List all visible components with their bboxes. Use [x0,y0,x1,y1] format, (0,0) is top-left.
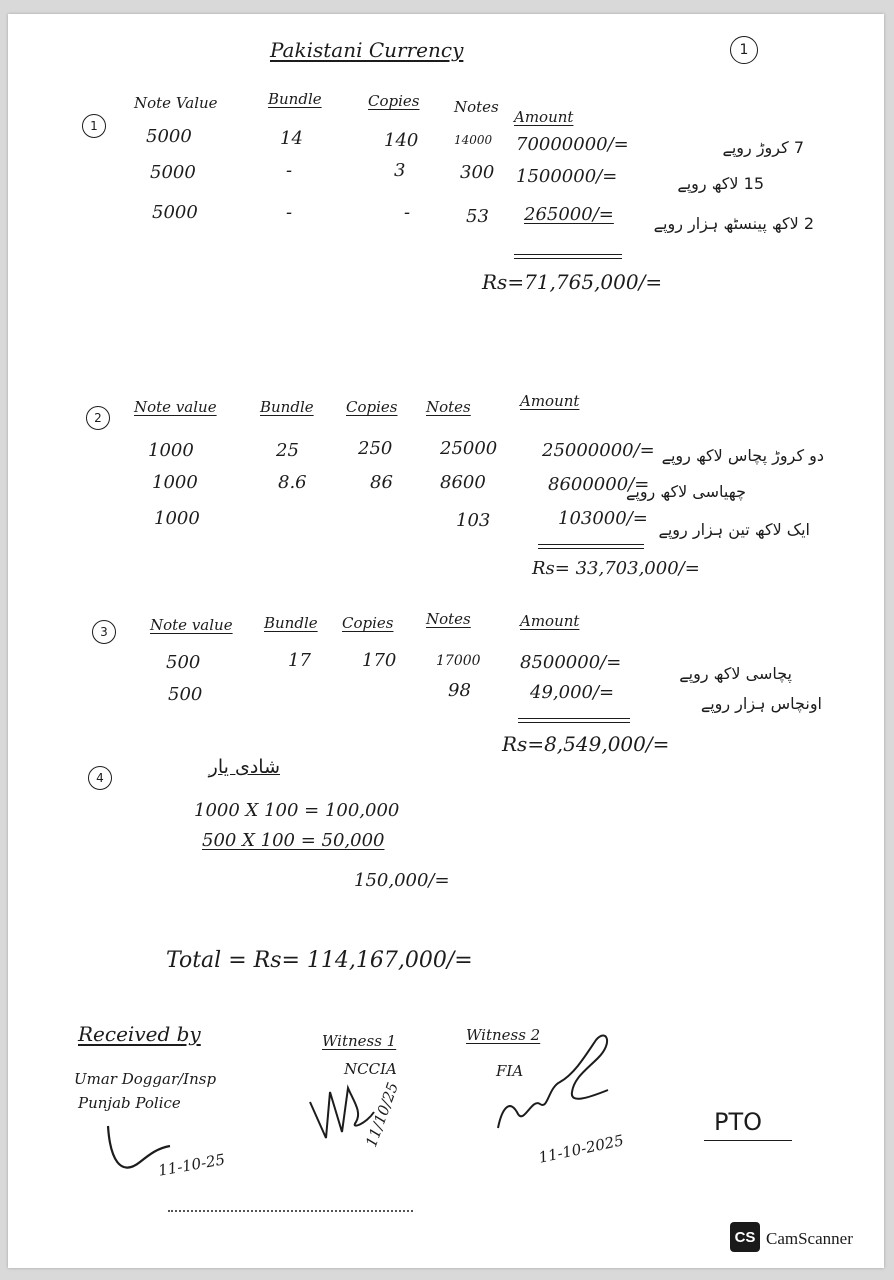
s1-total-rule-2 [514,258,622,259]
s3-header-copies: Copies [342,614,394,632]
s1-total: Rs=71,765,000/= [482,270,663,294]
s1-r1-note: 5000 [146,126,192,147]
receiver-org: Punjab Police [78,1094,181,1112]
s4-sum: 150,000/= [354,870,450,891]
s2-total-rule-2 [538,548,644,549]
s2-header-note: Note value [134,398,217,416]
s2-r1-copies: 250 [358,438,393,459]
s1-header-notes: Notes [454,98,499,116]
s1-r2-note: 5000 [150,162,196,183]
s2-header-notes: Notes [426,398,471,416]
receiver-date: 11-10-25 [156,1150,227,1180]
s1-header-copies: Copies [368,92,420,110]
s2-r2-amount: 8600000/= [548,474,650,495]
s2-r3-amount: 103000/= [558,508,648,529]
s3-r1-note: 500 [166,652,201,673]
s1-total-rule [514,254,622,255]
s1-r1-copies: 140 [384,130,419,151]
camscanner-logo-icon: CS [730,1222,760,1252]
s1-r1-words: 7 کروڑ روپے [722,138,804,157]
s2-header-amount: Amount [520,392,580,410]
s3-r1-bundle: 17 [288,650,311,671]
s1-r3-words: 2 لاکھ پینسٹھ ہزار روپے [653,214,814,233]
s2-total: Rs= 33,703,000/= [532,558,700,579]
witness2-signature-image [488,1028,628,1138]
s1-r3-amount: 265000/= [524,204,614,225]
s2-r1-note: 1000 [148,440,194,461]
s1-r1-amount: 70000000/= [516,134,629,155]
s3-r2-amount: 49,000/= [530,682,615,703]
s1-r2-bundle: - [286,160,293,181]
scanned-page [8,14,884,1268]
s3-r1-copies: 170 [362,650,397,671]
s2-r3-words: ایک لاکھ تین ہزار روپے [658,520,810,539]
page-title: Pakistani Currency [270,38,464,62]
witness2-label: Witness 2 [466,1026,541,1044]
s1-r3-bundle: - [286,202,293,223]
s1-r1-notes: 14000 [454,133,493,147]
s2-r2-bundle: 8.6 [278,472,307,493]
s3-r1-words: پچاسی لاکھ روپے [679,664,792,683]
s3-header-note: Note value [150,616,233,634]
s3-r1-amount: 8500000/= [520,652,622,673]
s4-title: شادی یار [208,756,280,778]
s1-header-amount: Amount [514,108,574,126]
grand-total: Total = Rs= 114,167,000/= [166,948,473,973]
camscanner-watermark: CamScanner [766,1229,853,1248]
s1-r3-notes: 53 [466,206,489,227]
section3-marker: 3 [92,620,116,644]
s3-r2-notes: 98 [448,680,471,701]
s1-r2-amount: 1500000/= [516,166,618,187]
s3-total-rule-2 [518,722,630,723]
s2-r2-words: چھیاسی لاکھ روپے [625,482,746,501]
section2-marker: 2 [86,406,110,430]
witness2-date: 11-10-2025 [536,1131,626,1167]
receiver-name: Umar Doggar/Insp [74,1070,217,1088]
s2-r2-note: 1000 [152,472,198,493]
s2-r1-amount: 25000000/= [542,440,655,461]
s4-line2: 500 X 100 = 50,000 [202,830,385,851]
pto-label: PTO [714,1108,763,1136]
s1-r2-copies: 3 [394,160,406,181]
s3-total-rule [518,718,630,719]
s2-r3-notes: 103 [456,510,491,531]
s1-header-bundle: Bundle [268,90,322,108]
s1-r1-bundle: 14 [280,128,303,149]
received-by-label: Received by [78,1022,201,1046]
s1-r3-note: 5000 [152,202,198,223]
witness1-org: NCCIA [344,1060,397,1078]
s2-r3-note: 1000 [154,508,200,529]
page-number: 1 [730,36,758,64]
s2-r1-bundle: 25 [276,440,299,461]
s3-header-notes: Notes [426,610,471,628]
s2-r1-notes: 25000 [440,438,498,459]
s2-r2-notes: 8600 [440,472,486,493]
s3-total: Rs=8,549,000/= [502,732,670,756]
witness1-label: Witness 1 [322,1032,397,1050]
s2-r1-words: دو کروڑ پچاس لاکھ روپے [661,446,824,465]
witness1-date: 11/10/25 [362,1080,403,1150]
s2-header-copies: Copies [346,398,398,416]
s1-r2-notes: 300 [460,162,495,183]
s2-r2-copies: 86 [370,472,393,493]
s2-header-bundle: Bundle [260,398,314,416]
s2-total-rule [538,544,644,545]
s1-r3-copies: - [404,202,411,223]
s3-header-bundle: Bundle [264,614,318,632]
s3-r1-notes: 17000 [436,653,481,669]
section4-marker: 4 [88,766,112,790]
s1-r2-words: 15 لاکھ روپے [677,174,764,193]
s1-header-note: Note Value [134,94,218,112]
s3-r2-words: اونچاس ہزار روپے [700,694,822,713]
s4-line1: 1000 X 100 = 100,000 [194,800,400,821]
section1-marker: 1 [82,114,106,138]
pto-underline [704,1140,792,1141]
bottom-dotted-line [168,1210,413,1212]
witness2-org: FIA [496,1062,524,1080]
s3-header-amount: Amount [520,612,580,630]
s3-r2-note: 500 [168,684,203,705]
